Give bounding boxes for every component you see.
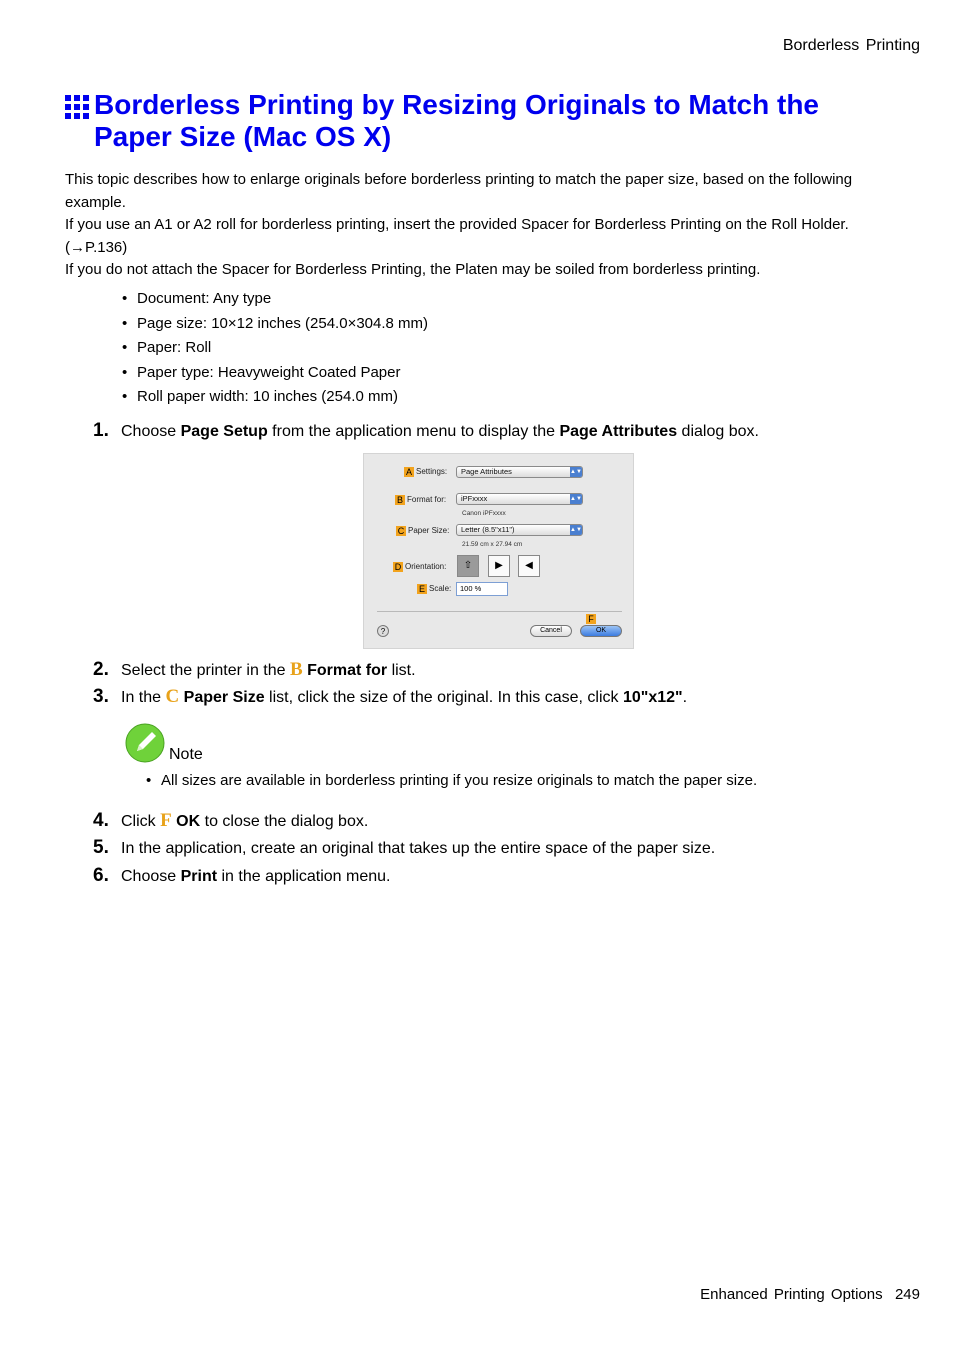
paper-size-row [396,524,449,538]
format-for-popup[interactable] [456,493,583,505]
step-number: 1. [93,420,109,441]
step-text: list. [387,662,416,679]
popup-arrow-icon: ▲▼ [570,496,582,502]
step-number: 4. [93,810,109,831]
orientation-landscape-button[interactable] [488,555,510,577]
paper-size-popup[interactable] [456,524,583,536]
page-attributes-dialog [363,453,634,649]
page-title: Borderless Printing by Resizing Originals to Match the Paper Size (Mac OS X) [94,89,820,152]
paper-size-subtext: 21.59 cm x 27.94 cm [462,541,523,548]
intro-paragraph: If you do not attach the Spacer for Borderless Printing, the Platen may be soiled from borderless printing. [65,261,761,278]
landscape-icon: ▶ [495,560,503,571]
step-2 [93,659,416,682]
step-emphasis: OK [176,813,201,830]
letter-badge: C [165,686,180,707]
orientation-row [393,560,446,574]
step-text: in the application menu. [217,868,391,885]
note-pencil-icon [125,723,165,763]
orientation-label: Orientation: [405,562,447,571]
step-text: Select the printer in the [121,662,290,679]
orientation-reverse-landscape-button[interactable] [518,555,540,577]
intro-paragraph: If you use an A1 or A2 roll for borderless printing, insert the provided Spacer for Borderless Printing on the Roll Holder. (→P.136) [65,216,849,256]
paper-size-value: Letter (8.5"x11") [461,525,515,534]
step-emphasis: Page Setup [180,423,268,440]
step-3 [93,686,687,709]
step-6 [93,865,391,888]
scale-label: Scale: [429,584,452,593]
list-item: • Paper type: Heavyweight Coated Paper [122,362,428,387]
step-emphasis: Print [180,868,218,885]
intro-text [65,169,875,282]
step-text: Choose [121,423,181,440]
step-5 [93,837,715,860]
step-number: 5. [93,837,109,858]
step-number: 6. [93,865,109,886]
step-text: to close the dialog box. [200,813,369,830]
step-number: 2. [93,659,109,680]
list-item: • Document: Any type [122,288,428,313]
badge-a: A [405,467,412,477]
list-item: • Roll paper width: 10 inches (254.0 mm) [122,386,428,411]
step-text: . [682,689,688,706]
settings-label: Settings: [416,467,448,476]
example-list [122,288,428,411]
step-text: list, click the size of the original. In this case, click [264,689,623,706]
step-text: from the application menu to display the [267,423,560,440]
popup-arrow-icon: ▲▼ [570,527,582,533]
step-text: In the application, create an original that takes up the entire space of the paper size. [121,840,716,857]
step-emphasis: Page Attributes [559,423,678,440]
step-text: In the [121,689,166,706]
settings-popup[interactable] [456,466,583,478]
page-number: 249 [894,1286,920,1303]
step-text: Choose [121,868,181,885]
paper-size-label: Paper Size: [408,526,450,535]
step-text: Click [121,813,161,830]
list-item: • Page size: 10×12 inches (254.0×304.8 mm) [122,313,428,338]
divider [377,611,622,612]
running-header: Borderless Printing [782,37,920,54]
badge-c: C [397,526,405,536]
help-button[interactable]: ? [377,625,389,637]
format-for-value: iPFxxxx [461,494,488,503]
letter-badge: F [160,810,172,831]
footer-section: Enhanced Printing Options [700,1286,883,1303]
format-for-label: Format for: [407,495,447,504]
reverse-landscape-icon: ◀ [525,560,533,571]
badge-d: D [394,562,402,572]
note-label: Note [169,746,203,763]
format-for-subtext: Canon iPFxxxx [462,510,506,517]
portrait-icon: ⇧ [463,560,473,571]
cancel-button[interactable]: Cancel [530,625,572,637]
scale-row [417,582,451,596]
letter-badge: B [289,659,303,680]
format-for-row [395,493,446,507]
badge-b: B [396,495,403,505]
badge-e: E [418,584,425,594]
note-item: • All sizes are available in borderless printing if you resize originals to match the paper size. [146,771,757,791]
section-grid-icon [65,95,89,119]
step-emphasis: 10"x12" [622,689,683,706]
step-emphasis: Paper Size [183,689,265,706]
step-number: 3. [93,686,109,707]
badge-f: F [586,614,596,624]
intro-paragraph: This topic describes how to enlarge originals before borderless printing to match the paper size, based on the following example. [65,171,853,211]
step-text: dialog box. [677,423,759,440]
scale-input[interactable]: 100 % [456,582,508,596]
popup-arrow-icon: ▲▼ [570,469,582,475]
settings-value: Page Attributes [461,467,512,476]
settings-row [404,465,447,479]
orientation-portrait-button[interactable] [457,555,479,577]
step-1 [93,420,759,443]
ok-button[interactable]: OK [580,625,622,637]
step-emphasis: Format for [307,662,388,679]
list-item: • Paper: Roll [122,337,428,362]
running-footer [700,1286,920,1303]
step-4 [93,810,368,833]
